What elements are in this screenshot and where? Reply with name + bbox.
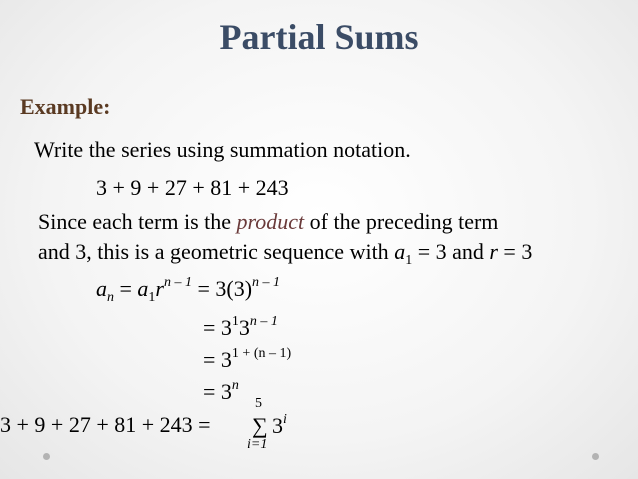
term-base: 3 — [272, 413, 283, 438]
formula-base: = 3 — [203, 347, 232, 372]
var-a: a — [137, 276, 149, 301]
explanation-line-1 — [38, 209, 498, 235]
explanation-line-2 — [38, 239, 532, 269]
var-a: a — [96, 276, 107, 301]
formula-rhs: = 3(3) — [191, 276, 253, 301]
footer-dot-right — [592, 453, 599, 460]
var-r: r — [155, 276, 164, 301]
formula-line-2 — [203, 314, 278, 341]
exponent: 1 + (n – 1) — [231, 346, 292, 361]
emphasis-product: product — [236, 209, 305, 234]
exponent: n – 1 — [252, 275, 281, 290]
formula-line-4 — [203, 378, 239, 405]
explanation-text: and 3, this is a geometric sequence with — [38, 239, 395, 264]
summation-lhs: 3 + 9 + 27 + 81 + 243 = — [0, 412, 211, 437]
var-r: r — [489, 239, 498, 264]
exponent: i — [283, 412, 287, 427]
formula-base: = 3 — [203, 315, 232, 340]
exponent: 1 — [231, 314, 239, 329]
formula-line-1 — [96, 275, 280, 306]
formula-line-3 — [203, 346, 291, 373]
example-label: Example: — [20, 94, 111, 119]
exponent: n – 1 — [163, 275, 192, 290]
slide-title: Partial Sums — [219, 17, 419, 57]
summation-upper-limit: 5 — [255, 396, 262, 411]
subscript: 1 — [405, 253, 413, 268]
var-a: a — [394, 239, 406, 264]
explanation-text: = 3 and — [412, 239, 490, 264]
exponent: n – 1 — [249, 314, 278, 329]
summation-lower-limit: i=1 — [247, 437, 268, 452]
explanation-text: Since each term is the — [38, 209, 237, 234]
equals: = — [114, 276, 138, 301]
series-expression: 3 + 9 + 27 + 81 + 243 — [96, 175, 289, 200]
subscript: n — [107, 290, 114, 305]
formula-base: 3 — [238, 315, 250, 340]
exponent: n — [231, 378, 239, 393]
subscript: 1 — [148, 290, 156, 305]
footer-dot-left — [43, 453, 50, 460]
summation-term — [272, 412, 287, 439]
explanation-text: = 3 — [497, 239, 533, 264]
formula-base: = 3 — [203, 379, 232, 404]
instruction-text: Write the series using summation notation. — [34, 137, 411, 162]
explanation-text: of the preceding term — [304, 209, 499, 234]
sigma-symbol: ∑ — [252, 413, 268, 438]
